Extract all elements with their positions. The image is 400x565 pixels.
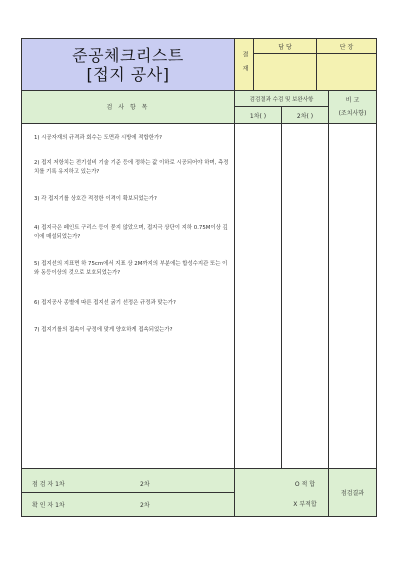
approval-label-text: 결재 — [241, 50, 248, 79]
confirmer-round2-sign[interactable] — [160, 493, 234, 516]
grid-line — [22, 492, 234, 493]
grid-line — [22, 123, 376, 124]
remarks-column[interactable] — [329, 124, 376, 468]
grid-line — [253, 39, 254, 90]
grid-line — [281, 107, 282, 468]
page-title: 준공체크리스트 — [72, 45, 184, 65]
chief-sign-box[interactable] — [317, 54, 376, 90]
approval-label — [235, 39, 253, 90]
grid-line — [234, 39, 235, 516]
header-remarks-sub: (조치사항) — [338, 109, 367, 117]
header-round2: 2차( ) — [296, 112, 314, 120]
header-remarks: 비 고 — [345, 96, 360, 104]
inspector-label: 점 검 자 1차 — [32, 481, 65, 488]
check-item-1: 1) 시공자재의 규격과 회수는 도면과 시방에 적합한가? — [34, 135, 163, 141]
grid-line — [253, 53, 376, 54]
round1-column[interactable] — [235, 124, 281, 468]
inspector-round1-sign[interactable] — [82, 470, 132, 492]
header-check-items: 검 사 항 목 — [106, 104, 150, 111]
pass-option[interactable]: O 적 합 — [294, 480, 316, 488]
check-item-3: 3) 각 접지기를 상호간 적정한 이격이 확보되었는가? — [34, 196, 157, 202]
round2-column[interactable] — [282, 124, 328, 468]
check-item-4: 4) 접지극은 페인트 구리스 등이 묻지 않았으며, 접지극 상단이 지하 0.75M이상 깊이에 매설되었는가? — [34, 225, 228, 240]
grid-line — [328, 90, 329, 516]
confirmer-round2: 2차 — [140, 502, 150, 509]
confirmer-label: 확 인 자 1차 — [32, 502, 65, 509]
header-round1: 1차( ) — [249, 112, 267, 120]
fail-option[interactable]: X 부적합 — [293, 500, 317, 508]
check-item-6: 6) 접지공사 종별에 따른 접지선 굵기 선정은 규정과 맞는가? — [34, 300, 176, 306]
title-box — [22, 39, 234, 90]
grid-line — [316, 39, 317, 90]
check-item-7: 7) 접지기를의 접속이 규정에 맞게 양호하게 접속되었는가? — [34, 327, 173, 333]
check-item-2: 2) 접지 저항치는 전기설비 기술 기준 등에 정하는 값 이하로 시공되어야 하며, 측정치를 기록 유지하고 있는가? — [34, 160, 229, 175]
staff-label: 담 당 — [278, 43, 292, 51]
staff-sign-box[interactable] — [254, 54, 316, 90]
chief-label: 단 장 — [339, 43, 354, 51]
final-result-label: 점검결과 — [340, 490, 365, 497]
inspector-round2-sign[interactable] — [160, 470, 234, 492]
page-subtitle: [접지 공사] — [86, 64, 170, 84]
inspector-round2: 2차 — [140, 481, 150, 488]
check-item-5: 5) 접지선의 지표면 하 75cm에서 지표 상 2M까지의 부분에는 합성수지관 또는 이와 동등이상의 것으로 보호되었는가? — [34, 261, 228, 276]
grid-line — [22, 90, 376, 91]
header-result-group: 검검결과 수검 및 보완사항 — [249, 97, 314, 103]
grid-line — [22, 468, 376, 469]
confirmer-round1-sign[interactable] — [82, 493, 132, 516]
